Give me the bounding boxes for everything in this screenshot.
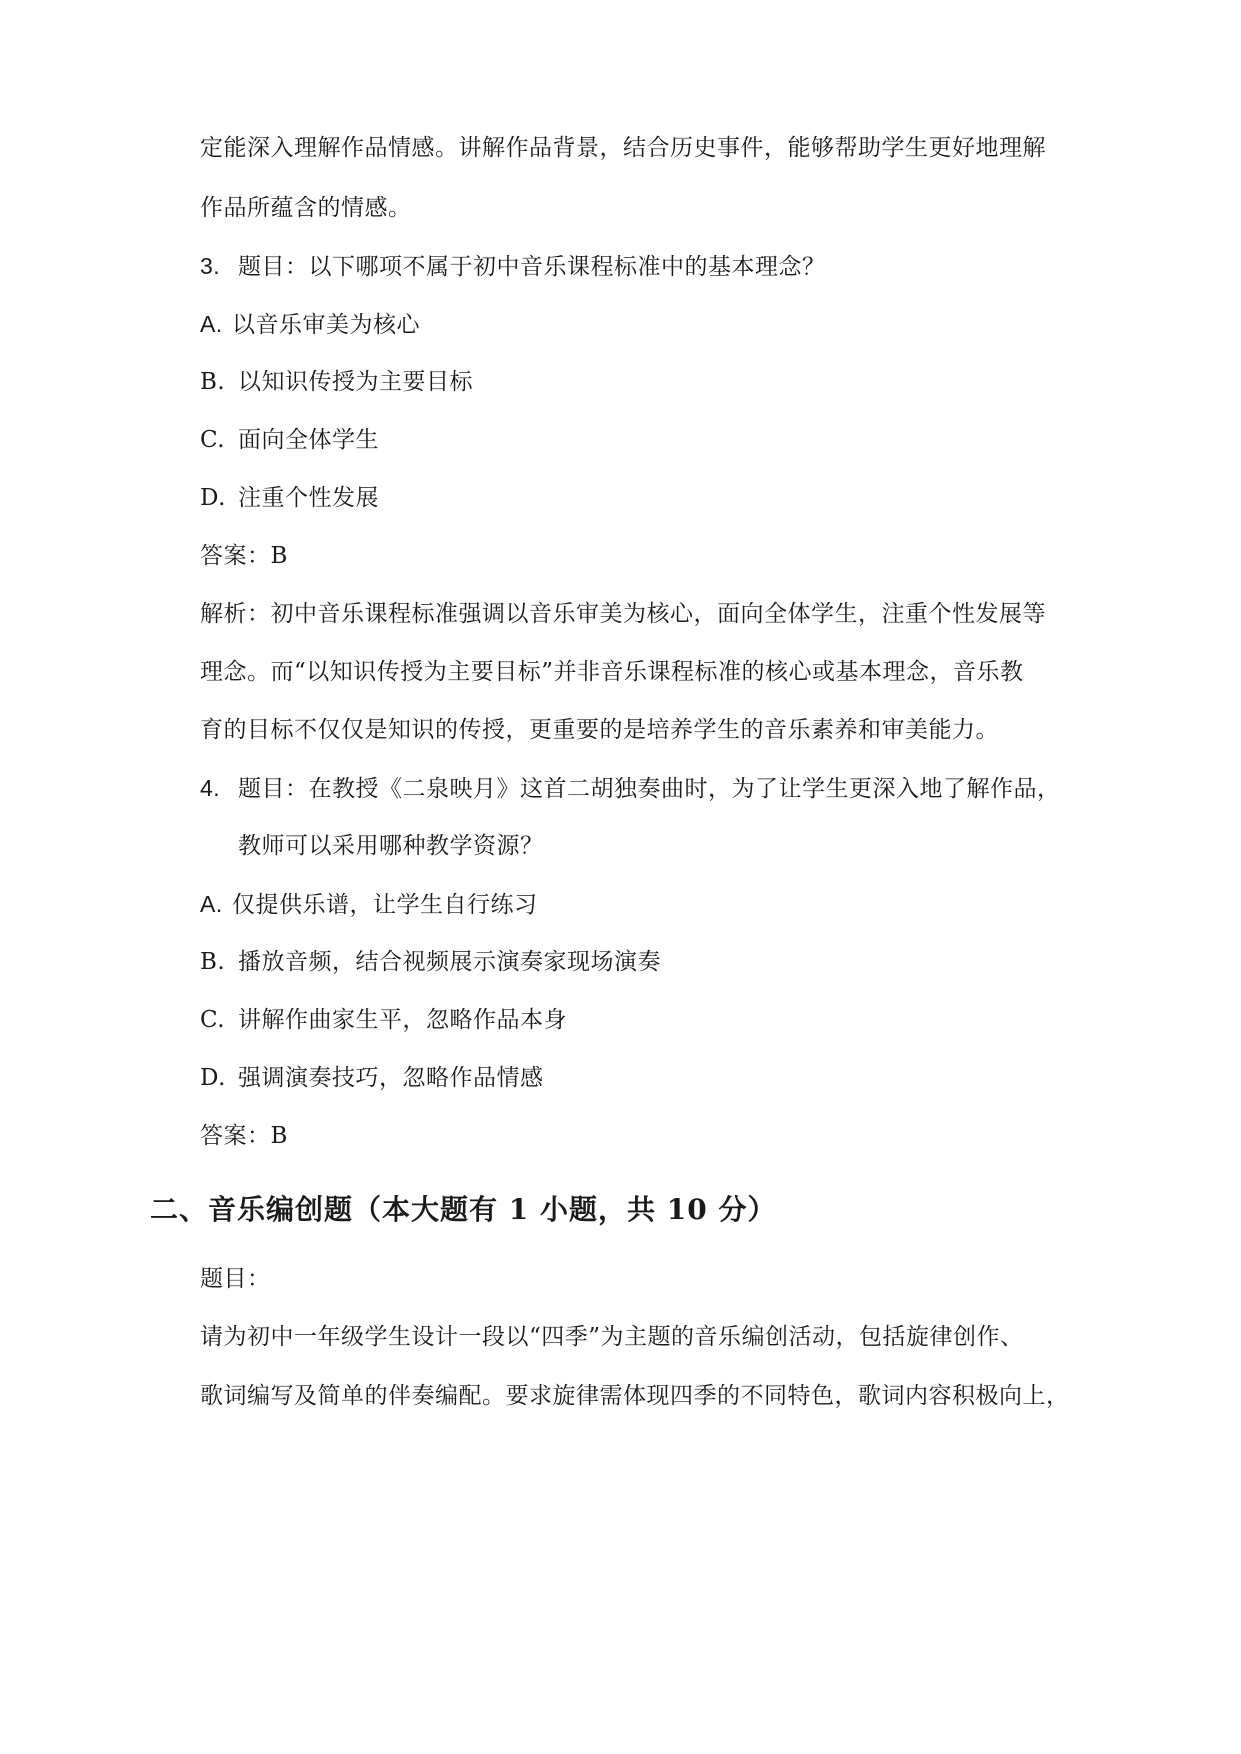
question-3-option-b [200, 367, 473, 397]
option-text: 强调演奏技巧，忽略作品情感 [238, 1065, 544, 1091]
question-3-stem [200, 251, 826, 282]
option-text: 以知识传授为主要目标 [238, 369, 473, 395]
question-4-option-a [200, 889, 538, 920]
question-3-option-d [200, 483, 379, 513]
option-label: A. [200, 311, 223, 337]
option-text: 以音乐审美为核心 [232, 312, 420, 338]
question-4-stem-line-2: 教师可以采用哪种教学资源？ [238, 833, 544, 859]
option-label: A. [200, 891, 223, 917]
option-text: 注重个性发展 [238, 485, 379, 511]
section-heading: 二、音乐编创题（本大题有 1 小题，共 10 分） [150, 1193, 777, 1226]
question-3-analysis-line-3: 育的目标不仅仅是知识的传授，更重要的是培养学生的音乐素养和审美能力。 [200, 717, 999, 743]
option-text: 面向全体学生 [238, 427, 379, 453]
question-number: 3. [200, 253, 221, 279]
question-3-option-a [200, 309, 420, 340]
intro-line-2: 作品所蕴含的情感。 [200, 195, 412, 221]
option-label: C. [200, 1007, 226, 1033]
question-stem-text: 题目：以下哪项不属于初中音乐课程标准中的基本理念？ [238, 254, 826, 280]
intro-line-1: 定能深入理解作品情感。讲解作品背景，结合历史事件，能够帮助学生更好地理解 [200, 135, 1046, 161]
question-3-answer: 答案：B [200, 543, 288, 569]
section-2-body-line-2: 歌词编写及简单的伴奏编配。要求旋律需体现四季的不同特色，歌词内容积极向上， [200, 1383, 1070, 1409]
question-4-option-b [200, 947, 661, 977]
question-4-option-c [200, 1005, 567, 1035]
question-stem-text: 题目：在教授《二泉映月》这首二胡独奏曲时，为了让学生更深入地了解作品， [238, 776, 1061, 802]
question-4-stem [200, 773, 1061, 804]
question-3-analysis-line-2: 理念。而“以知识传授为主要目标”并非音乐课程标准的核心或基本理念，音乐教 [200, 659, 1024, 685]
question-4-option-d [200, 1063, 544, 1093]
section-2-prompt-label: 题目： [200, 1266, 271, 1292]
section-2-body-line-1: 请为初中一年级学生设计一段以“四季”为主题的音乐编创活动，包括旋律创作、 [200, 1324, 1024, 1350]
option-label: D. [200, 1065, 226, 1091]
question-number: 4. [200, 775, 221, 801]
option-label: C. [200, 427, 226, 453]
question-3-option-c [200, 425, 379, 455]
option-text: 播放音频，结合视频展示演奏家现场演奏 [238, 949, 661, 975]
option-label: D. [200, 485, 226, 511]
option-label: B. [200, 369, 226, 395]
option-label: B. [200, 949, 226, 975]
question-3-analysis-line-1: 解析：初中音乐课程标准强调以音乐审美为核心，面向全体学生，注重个性发展等 [200, 601, 1046, 627]
option-text: 仅提供乐谱，让学生自行练习 [232, 892, 538, 918]
option-text: 讲解作曲家生平，忽略作品本身 [238, 1007, 567, 1033]
question-4-answer: 答案：B [200, 1123, 288, 1149]
